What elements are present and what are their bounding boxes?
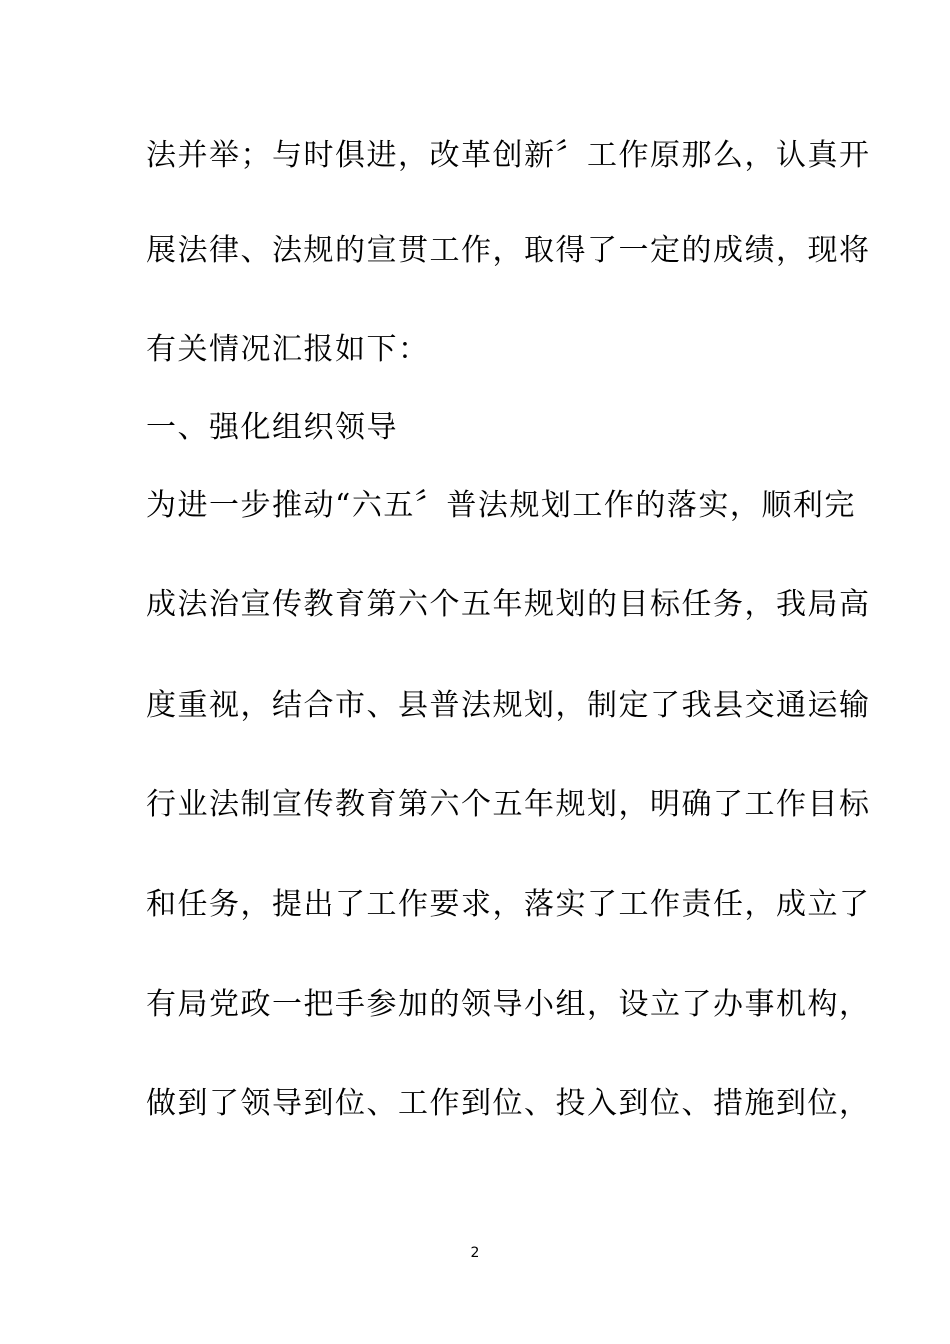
section-heading: 一、强化组织领导: [146, 410, 398, 445]
body-text-line: 行业法制宣传教育第六个五年规划，明确了工作目标: [146, 787, 871, 822]
body-text-line: 法并举；与时俱进，改革创新〞工作原那么，认真开: [146, 138, 871, 173]
body-text-line: 有关情况汇报如下：: [146, 332, 430, 367]
page-number: 2: [470, 1245, 480, 1261]
body-text-line: 做到了领导到位、工作到位、投入到位、措施到位，: [146, 1086, 871, 1121]
body-text-line: 有局党政一把手参加的领导小组，设立了办事机构，: [146, 987, 871, 1022]
body-text-line: 和任务，提出了工作要求，落实了工作责任，成立了: [146, 887, 871, 922]
body-text-line: 展法律、法规的宣贯工作，取得了一定的成绩，现将: [146, 233, 871, 268]
body-text-line: 度重视，结合市、县普法规划，制定了我县交通运输: [146, 688, 871, 723]
body-text-line: 成法治宣传教育第六个五年规划的目标任务，我局高: [146, 587, 871, 622]
body-text-line: 为进一步推动“六五〞普法规划工作的落实，顺利完: [146, 488, 856, 523]
